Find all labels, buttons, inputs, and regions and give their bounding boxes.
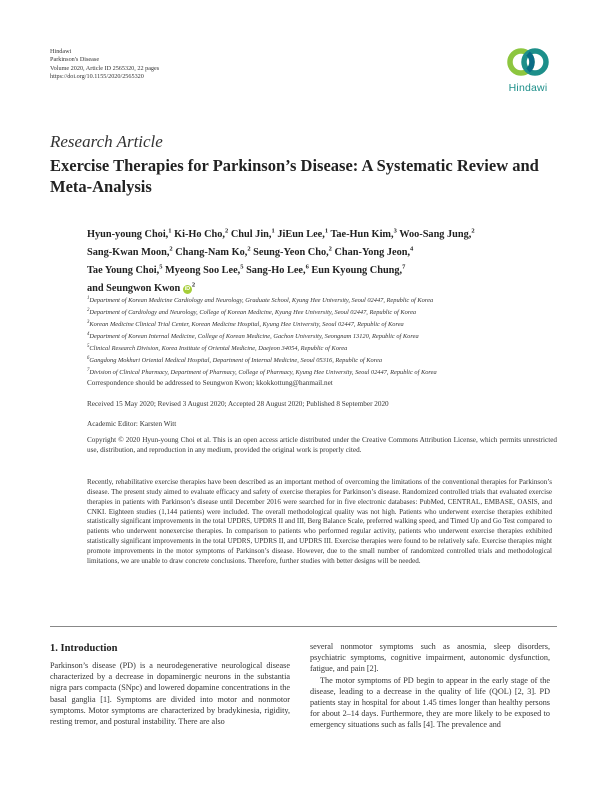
author: Chang-Nam Ko,$^2$ xyxy=(175,246,251,259)
article-dates: Received 15 May 2020; Revised 3 August 2020; Accepted 28 August 2020; Published 8 September 2020 xyxy=(87,400,389,408)
orcid-icon[interactable]: iD xyxy=(184,285,191,292)
journal-name: Parkinson's Disease xyxy=(50,56,100,64)
affiliation: $^4$Department of Korean Internal Medicine, College of Korean Medicine, Gachon University, Seongnam 13120, Republic of Korea xyxy=(87,331,419,340)
author: Sang-Ho Lee,$^6$ xyxy=(246,264,309,277)
affiliation: $^7$Division of Clinical Pharmacy, Department of Pharmacy, College of Pharmacy, Kyung Hee University, Seoul 02447, Republic of Korea xyxy=(87,367,437,376)
author: Chul Jin,$^1$ xyxy=(230,228,275,241)
intro-paragraph: The motor symptoms of PD begin to appear in the early stage of the disease, leading to a decrease in the quality of life (QOL) [2, 3]. PD patients stay in hospital for about 1.45 times longer than healthy persons for about 2–14 days. Furthermore, they are more likely to be exposed to emergency situations such as falls [4]. The prevalence and xyxy=(310,675,550,730)
academic-editor: Academic Editor: Karsten Witt xyxy=(87,420,177,428)
logo-wordmark: Hindawi xyxy=(508,82,548,94)
article-type: Research Article xyxy=(50,132,163,151)
author: Woo-Sang Jung,$^2$ xyxy=(399,228,475,241)
abstract: Recently, rehabilitative exercise therapies have been described as an important method of overcoming the limitations of the conventional therapies for Parkinson’s disease. The present study aimed to evaluate efficacy and safety of exercise therapies for Parkinson’s disease. Randomized controlled trials that evaluated exercise therapies in patients with Parkinson’s disease until December 2016 were searched for in five electronic databases: PubMed, CENTRAL, EMBASE, OASIS, and CNKI. Eighteen studies (1,144 patients) were included. The overall methodological quality was not high. Patients who underwent exercise therapies exhibited statistically significant improvements in the total UPDRS, UPDRS II and III, Berg Balance Scale, preferred walking speed, and Timed Up and Go Test compared to patients who underwent nonexercise therapies. In comparison to patients who performed regular activity, patients who underwent exercise therapies exhibited statistically significant improvements in the total UPDRS, UPDRS II, and UPDRS III. Exercise therapies were found to be relatively safe. Exercise therapies might promote improvements in the motor symptoms of Parkinson’s disease. However, due to the small number of randomized controlled trials and methodological limitations, we are unable to draw concrete conclusions. Therefore, further studies with better designs will be needed. xyxy=(87,478,552,565)
author: JiEun Lee,$^1$ xyxy=(277,228,329,241)
affiliation: $^1$Department of Korean Medicine Cardiology and Neurology, Graduate School, Kyung Hee University, Seoul 02447, Republic of Korea xyxy=(87,296,434,305)
author: Myeong Soo Lee,$^5$ xyxy=(165,264,244,277)
journal-meta xyxy=(50,48,159,82)
author: Chan-Yong Jeon,$^4$ xyxy=(334,246,414,259)
affiliation: $^5$Clinical Research Division, Korea Institute of Oriental Medicine, Daejeon 34054, Republic of Korea xyxy=(87,343,348,352)
author: Tae-Hun Kim,$^3$ xyxy=(330,228,397,241)
author: Seung-Yeon Cho,$^2$ xyxy=(253,246,332,259)
section-divider xyxy=(50,626,557,627)
doi-link[interactable]: https://doi.org/10.1155/2020/2565320 xyxy=(50,73,144,81)
author: Eun Kyoung Chung,$^7$ xyxy=(311,264,406,277)
hindawi-logo-icon xyxy=(506,44,550,80)
article-title: Exercise Therapies for Parkinson’s Disease: A Systematic Review and Meta-Analysis xyxy=(50,156,539,196)
affiliation: $^6$Gangdong Mokhuri Oriental Medical Hospital, Department of Internal Medicine, Seoul 05316, Republic of Korea xyxy=(87,355,383,364)
publisher-name: Hindawi xyxy=(50,48,72,55)
author: Hyun-young Choi,$^1$ xyxy=(87,228,172,241)
author: Ki-Ho Cho,$^2$ xyxy=(174,228,229,241)
author: and Seungwon Kwon iD $^2$ xyxy=(87,282,196,295)
affiliation: $^2$Department of Cardiology and Neurology, College of Korean Medicine, Kyung Hee University, Seoul 02447, Republic of Korea xyxy=(87,307,417,317)
correspondence: Correspondence should be addressed to Seungwon Kwon; kkokkottung@hanmail.net xyxy=(87,379,333,387)
author: Tae Young Choi,$^5$ xyxy=(87,264,163,277)
copyright-notice: Copyright © 2020 Hyun-young Choi et al. This is an open access article distributed under the Creative Commons Attribution License, which permits unrestricted use, distribution, and reproduction in any medium, provided the original work is properly cited. xyxy=(87,436,557,454)
volume-line: Volume 2020, Article ID 2565320, 22 pages xyxy=(50,64,160,72)
section-heading: 1. Introduction xyxy=(50,643,118,654)
intro-right-column xyxy=(310,641,550,731)
intro-paragraph: Parkinson’s disease (PD) is a neurodegenerative neurological disease characterized by a decrease in dopaminergic neurons in the substantia nigra pars compacta (SNpc) and lowered dopamine concentrations in the basal ganglia [1]. Symptoms are divided into motor and nonmotor symptoms. Motor symptoms are characterized by bradykinesia, rigidity, resting tremor, and postural instability. There are also xyxy=(50,661,290,727)
author: Sang-Kwan Moon,$^2$ xyxy=(87,246,173,259)
author-list xyxy=(87,225,557,297)
hindawi-logo xyxy=(498,44,558,94)
intro-paragraph: several nonmotor symptoms such as anosmia, sleep disorders, psychiatric symptoms, cognitive impairment, autonomic dysfunction, fatigue, and pain [2]. xyxy=(310,642,550,674)
affiliation: $^3$Korean Medicine Clinical Trial Center, Korean Medicine Hospital, Kyung Hee University, Seoul 02447, Republic of Korea xyxy=(87,319,404,328)
affiliation-list xyxy=(87,294,557,377)
